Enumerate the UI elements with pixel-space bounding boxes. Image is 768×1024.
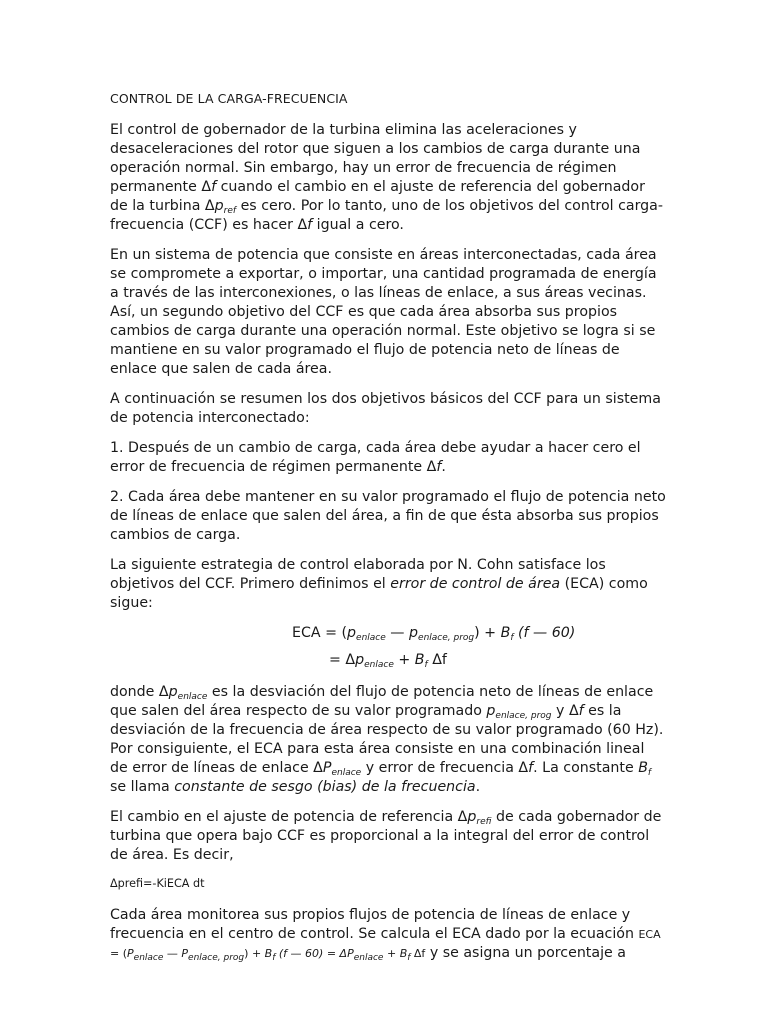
- objective-1: 1. Después de un cambio de carga, cada área debe ayudar a hacer cero el error de frecuencia de régimen permanente Δf.: [110, 440, 641, 475]
- formula-prefi: Δprefi=-KiECA dt: [110, 877, 205, 890]
- document-body: [110, 91, 666, 974]
- paragraph-ajuste: El cambio en el ajuste de potencia de referencia $\Delta p_{refi}$ de cada gobernador de turbina que opera bajo CCF es proporcional a la integral del error de control de área. Es decir,: [110, 809, 662, 863]
- equation-eca-1: ECA = ($p_{enlace}$ — $p_{enlace, prog}) + B_f$ (f — 60): [292, 625, 576, 643]
- paragraph-donde: donde $\Delta p_{enlace}$ es la desviación del flujo de potencia neto de líneas de enlace que salen del área respecto de su valor programado $p_{enlace, prog}$ y Δf es la desviación de la frecuencia de área respecto de su valor programado (60 Hz). Por consiguiente, el ECA para esta área consiste en una combinación lineal de error de líneas de enlace $\Delta P_{enlace}$ y error de frecuencia Δf. La constante $B_f$ se llama constante de sesgo (bias) de la frecuencia.: [110, 684, 664, 795]
- inline-equation-eca: ECA = ($P_{enlace}$ — $P_{enlace, prog}) + B_f$ (f — $60) = \Delta P_{enlace} + B_f$ Δf: [110, 928, 661, 963]
- paragraph-monitorea: Cada área monitorea sus propios flujos de potencia de líneas de enlace y frecuencia en el centro de control. Se calcula el ECA dado por la ecuación ECA = ($P_{enlace}$ — $P_{enlace, prog}) + B_f$ (f — $60) = \Delta P_{enlace} + B_f$ Δf y se asigna un porcentaje a: [110, 907, 661, 963]
- paragraph-3: A continuación se resumen los dos objetivos básicos del CCF para un sistema de potencia interconectado:: [110, 391, 661, 426]
- paragraph-1: El control de gobernador de la turbina elimina las aceleraciones y desaceleraciones del rotor que siguen a los cambios de carga durante una operación normal. Sin embargo, hay un error de frecuencia de régimen permanente Δf cuando el cambio en el ajuste de referencia del gobernador de la turbina $\Delta p_{ref}$ es cero. Por lo tanto, uno de los objetivos del control carga-frecuencia (CCF) es hacer Δf igual a cero.: [110, 122, 663, 233]
- objective-2: 2. Cada área debe mantener en su valor programado el flujo de potencia neto de líneas de enlace que salen del área, a fin de que ésta absorba sus propios cambios de carga.: [110, 489, 666, 543]
- paragraph-cohn: La siguiente estrategia de control elaborada por N. Cohn satisface los objetivos del CCF. Primero definimos el error de control de área (ECA) como sigue:: [110, 557, 648, 611]
- equation-eca-2: = $\Delta p_{enlace} + B_f$ Δf: [329, 652, 447, 670]
- paragraph-2: En un sistema de potencia que consiste en áreas interconectadas, cada área se compromete a exportar, o importar, una cantidad programada de energía a través de las interconexiones, o las líneas de enlace, a sus áreas vecinas. Así, un segundo objetivo del CCF es que cada área absorba sus propios cambios de carga durante una operación normal. Este objetivo se logra si se mantiene en su valor programado el flujo de potencia neto de líneas de enlace que salen de cada área.: [110, 247, 657, 377]
- document-title: CONTROL DE LA CARGA-FRECUENCIA: [110, 91, 348, 106]
